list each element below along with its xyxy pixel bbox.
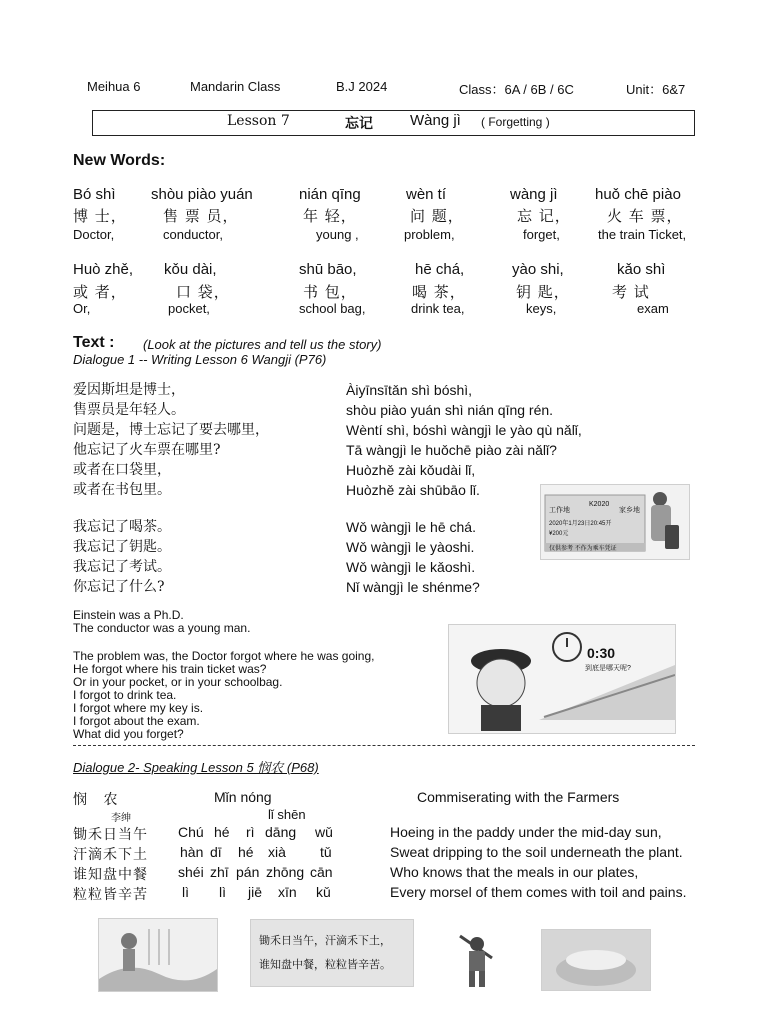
dialogue-line-pinyin: Huòzhě zài shūbāo lǐ. <box>346 482 480 498</box>
word-chinese: 年 轻， <box>303 207 357 225</box>
word-chinese: 口 袋， <box>176 283 230 301</box>
dialogue-line-en: Einstein was a Ph.D. <box>73 608 184 622</box>
poem-syllable: hàn <box>180 844 204 860</box>
dialogue-line-pinyin: Wèntí shì, bóshì wàngjì le yào qù nǎlǐ, <box>346 422 582 438</box>
lesson-title-zh: 忘记 <box>345 115 373 131</box>
poem-line-zh: 锄禾日当午 <box>73 827 148 843</box>
poem-syllable: Chú <box>178 824 204 840</box>
poem-syllable: wǔ <box>315 824 333 840</box>
ticket-to: 家乡地 <box>619 507 640 514</box>
dialogue-line-en: I forgot to drink tea. <box>73 688 177 702</box>
word-english: exam <box>637 301 669 316</box>
poem-line-en: Sweat dripping to the soil underneath the plant. <box>390 844 683 860</box>
lesson-title-en: ( Forgetting ) <box>481 115 550 129</box>
header-class: Class：6A / 6B / 6C <box>459 82 574 97</box>
dialogue-line-zh: 售票员是年轻人。 <box>73 402 185 418</box>
poem-line-zh: 汗滴禾下土 <box>73 847 148 863</box>
word-chinese: 或 者， <box>73 283 127 301</box>
poem-syllable: dāng <box>265 824 297 840</box>
word-english: forget, <box>523 227 560 242</box>
poem-syllable: lì <box>182 884 189 900</box>
poem-syllable: hé <box>238 844 254 860</box>
word-pinyin: kǒu dài, <box>164 261 217 278</box>
dialogue-line-pinyin: Tā wàngjì le huǒchē piào zài nǎlǐ? <box>346 442 557 458</box>
word-english: pocket, <box>168 301 210 316</box>
poem-title-zh: 悯 农 <box>73 792 124 808</box>
lesson-number: Lesson 7 <box>227 113 290 129</box>
ticket-note: 仅供参考 不作为乘车凭证 <box>549 546 617 552</box>
train-ticket-image <box>540 484 690 560</box>
section-divider <box>73 745 695 746</box>
poem-line-zh: 粒粒皆辛苦 <box>73 887 148 903</box>
clock-time: 0:30 <box>587 645 616 661</box>
poem-syllable: cān <box>310 864 333 880</box>
word-english: problem, <box>404 227 455 242</box>
word-english: the train Ticket, <box>598 227 687 242</box>
word-chinese: 售 票 员， <box>163 207 239 225</box>
poem-syllable: pán <box>236 864 260 880</box>
word-pinyin: nián qīng <box>299 186 361 203</box>
word-pinyin: Huò zhě, <box>73 261 134 278</box>
dialogue-line-pinyin: Huòzhě zài kǒudài lǐ, <box>346 462 476 478</box>
farmer-illustration <box>452 928 502 990</box>
word-english: school bag, <box>299 301 366 316</box>
header-course: Mandarin Class <box>190 79 281 94</box>
word-pinyin: Bó shì <box>73 186 116 203</box>
word-chinese: 喝 茶， <box>412 283 466 301</box>
word-chinese: 考 试 <box>612 283 650 301</box>
poem-line-zh: 谁知盘中餐 <box>73 867 148 883</box>
word-english: Doctor, <box>73 227 115 242</box>
clock-caption: 到底是哪天呢? <box>585 665 631 672</box>
word-chinese: 钥 匙， <box>516 283 570 301</box>
dialogue-line-pinyin: Wǒ wàngjì le kǎoshì. <box>346 559 476 575</box>
word-pinyin: shū bāo, <box>299 261 357 278</box>
dialogue-line-zh: 我忘记了喝茶。 <box>73 519 171 535</box>
lesson-title-pinyin: Wàng jì <box>410 112 461 129</box>
poem-syllable: dī <box>210 844 222 860</box>
word-chinese: 问 题， <box>410 207 464 225</box>
ticket-train-no: K2020 <box>589 501 610 508</box>
dialogue-line-zh: 问题是，博士忘记了要去哪里， <box>73 422 269 438</box>
header-unit: Unit：6&7 <box>626 82 686 97</box>
dialogue-line-pinyin: Àiyīnsītǎn shì bóshì, <box>346 382 473 398</box>
poem-syllable: xià <box>268 844 286 860</box>
dialogue-line-zh: 或者在书包里。 <box>73 482 171 498</box>
header-school: Meihua 6 <box>87 79 141 94</box>
lesson-title-box <box>92 110 695 136</box>
poem-syllable: tǔ <box>320 844 332 860</box>
dialogue-line-en: I forgot where my key is. <box>73 701 204 715</box>
poem-syllable: rì <box>246 824 255 840</box>
dialogue1-title: Dialogue 1 -- Writing Lesson 6 Wangji (P76) <box>73 352 327 367</box>
dialogue-line-en: What did you forget? <box>73 727 184 741</box>
word-english: Or, <box>73 301 91 316</box>
farmer-with-hoe-image <box>452 928 502 990</box>
poem-line-en: Who knows that the meals in our plates, <box>390 864 639 880</box>
ticket-from: 工作地 <box>549 507 570 514</box>
poem-title-pinyin: Mǐn nóng <box>214 789 272 805</box>
dialogue-line-en: The problem was, the Doctor forgot where he was going, <box>73 649 375 663</box>
word-pinyin: wèn tí <box>406 186 447 203</box>
poem-author-pinyin: lǐ shēn <box>268 807 306 822</box>
dialogue-line-en: The conductor was a young man. <box>73 621 251 635</box>
header-year: B.J 2024 <box>336 79 388 94</box>
text-heading: Text : <box>73 334 115 351</box>
word-chinese: 火 车 票， <box>607 207 683 225</box>
poem-syllable: hé <box>214 824 230 840</box>
poem-syllable: xīn <box>278 884 297 900</box>
conductor-train-image <box>448 624 676 734</box>
dialogue-line-zh: 他忘记了火车票在哪里? <box>73 442 221 458</box>
dialogue-line-zh: 我忘记了钥匙。 <box>73 539 171 555</box>
word-english: drink tea, <box>411 301 465 316</box>
poem-author-zh: 李绅 <box>111 813 131 824</box>
word-pinyin: huǒ chē piào <box>595 186 681 203</box>
text-instruction: (Look at the pictures and tell us the story) <box>143 337 382 352</box>
dialogue-line-zh: 爱因斯坦是博士， <box>73 382 185 398</box>
word-pinyin: yào shi, <box>512 261 564 278</box>
word-pinyin: hē chá, <box>415 261 465 278</box>
farmers-illustration <box>99 919 217 991</box>
farmers-poem-image <box>98 918 218 992</box>
rice-in-hands-image <box>541 929 651 991</box>
poem-syllable: kǔ <box>316 884 331 900</box>
dialogue-line-pinyin: Wǒ wàngjì le yàoshi. <box>346 539 475 555</box>
word-english: conductor, <box>163 227 223 242</box>
poem-syllable: zhī <box>210 864 229 880</box>
dialogue-line-zh: 我忘记了考试。 <box>73 559 171 575</box>
word-pinyin: kǎo shì <box>617 261 666 278</box>
dialogue-line-zh: 你忘记了什么? <box>73 579 165 595</box>
dialogue-line-pinyin: Wǒ wàngjì le hē chá. <box>346 519 476 535</box>
word-english: keys, <box>526 301 557 316</box>
conductor-illustration <box>449 625 675 733</box>
word-pinyin: shòu piào yuán <box>151 186 253 203</box>
dialogue2-title: Dialogue 2- Speaking Lesson 5 悯农 (P68) <box>73 760 319 775</box>
rice-hands-illustration <box>542 930 650 990</box>
ticket-date: 2020年1月23日20:45开 <box>549 521 612 527</box>
word-chinese: 书 包， <box>303 283 357 301</box>
dialogue-line-en: He forgot where his train ticket was? <box>73 662 267 676</box>
dialogue-line-en: Or in your pocket, or in your schoolbag. <box>73 675 283 689</box>
ticket-price: ¥200元 <box>549 531 569 537</box>
word-pinyin: wàng jì <box>510 186 558 203</box>
poem-syllable: zhōng <box>266 864 305 880</box>
dialogue-line-pinyin: Nǐ wàngjì le shénme? <box>346 579 480 595</box>
dialogue-line-zh: 或者在口袋里， <box>73 462 171 478</box>
poem-banner-line1: 锄禾日当午，汗滴禾下土， <box>259 934 391 947</box>
word-english: young , <box>316 227 359 242</box>
poem-syllable: lì <box>219 884 226 900</box>
poem-syllable: jiē <box>248 884 263 900</box>
dialogue-line-en: I forgot about the exam. <box>73 714 200 728</box>
new-words-heading: New Words: <box>73 152 166 169</box>
poem-line-en: Hoeing in the paddy under the mid-day sun, <box>390 824 662 840</box>
poem-calligraphy-image <box>250 919 414 987</box>
poem-syllable: shéi <box>178 864 204 880</box>
poem-title-en: Commiserating with the Farmers <box>417 789 620 805</box>
word-chinese: 忘 记， <box>517 207 571 225</box>
dialogue-line-pinyin: shòu piào yuán shì nián qīng rén. <box>346 402 554 418</box>
word-chinese: 博 士， <box>73 207 127 225</box>
poem-banner-line2: 谁知盘中餐，粒粒皆辛苦。 <box>259 958 391 971</box>
poem-line-en: Every morsel of them comes with toil and pains. <box>390 884 687 900</box>
